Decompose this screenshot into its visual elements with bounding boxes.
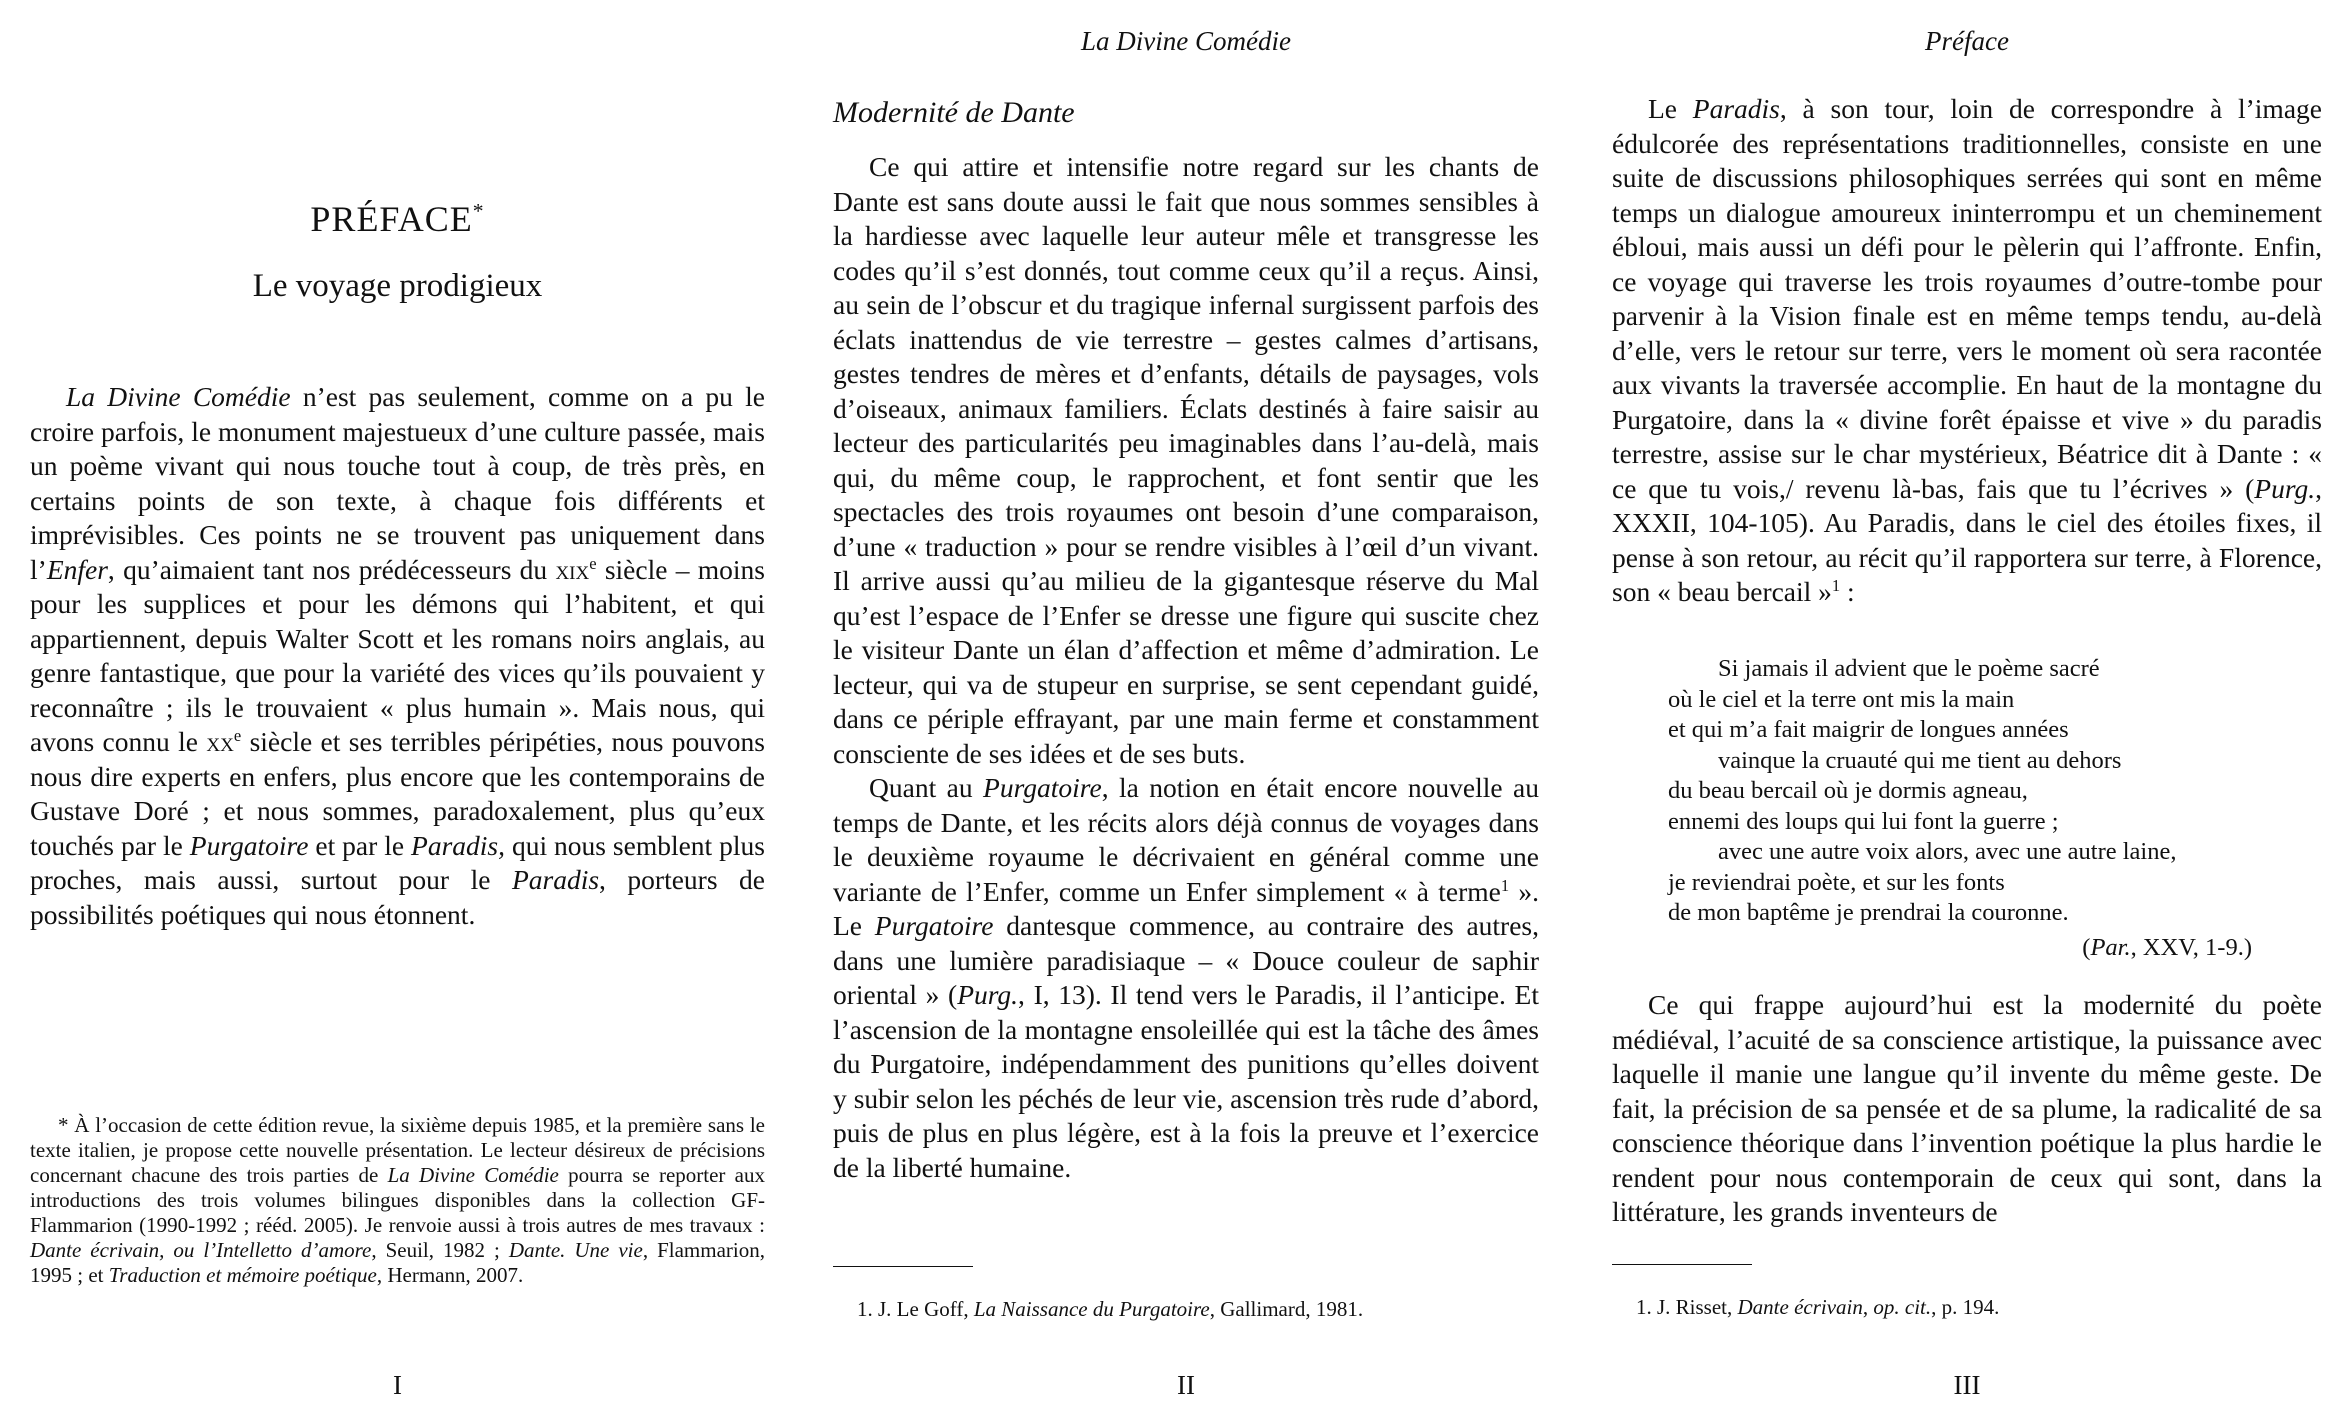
text-run: Quant au	[869, 772, 984, 803]
body-paragraph: Ce qui attire et intensifie notre regard sur les chants de Dante est sans doute aussi le fait que nous sommes sensibles à la hardiesse avec laquelle leur auteur mêle et transgresse les codes qu’il s’est donnés, tout comme ceux qu’il a reçus. Ainsi, au sein de l’obscur et du tragique infernal surgissent parfois des éclats inattendus de vie terrestre – gestes calmes d’artisans, gestes tendres de mères et d’enfants, détails de paysages, vols d’oiseaux, animaux familiers. Éclats destinés à faire saisir au lecteur des particularités peu imaginables dans l’au-delà, mais qui, du même coup, le rapprochent, et font sentir que les spectacles des trois royaumes ont besoin d’une comparaison, d’une « traduction » pour se rendre visibles à l’œil d’un vivant. Il arrive aussi qu’au milieu de la gigantesque réserve du Mal qu’est l’espace de l’Enfer se dresse une figure qui suscite chez le visiteur Dante un élan d’affection et même d’admiration. Le lecteur, qui va de stupeur en surprise, se sent cependant guidé, dans ce périple effrayant, par une main ferme et constamment consciente de ses idées et de ses buts.	[833, 151, 1539, 769]
work-title: Dante écrivain, ou l’Intelletto d’amore	[30, 1238, 372, 1262]
footnote-rule	[833, 1266, 973, 1267]
text-run: , à son tour, loin de correspondre à l’image édulcorée des représentations traditionnelles, consiste en une suite de discussions philosophiques serrées qui sont en même temps un dialogue amoureux ininterrompu et un cheminement ébloui, mais aussi un défi pour le pèlerin qui l’affronte. Enfin, ce voyage qui traverse les trois royaumes d’outre-tombe pour parvenir à la Vision finale est en même temps tendu, au-delà d’elle, vers le retour sur terre, vers le moment où sera racontée aux vivants la traversée accomplie. En haut de la montagne du Purgatoire, dans la « divine forêt épaisse et vive » du paradis terrestre, assise sur le char mystérieux, Béatrice dit à Dante : « ce que tu vois,/ revenu là-bas, fais que tu l’écrives » (	[1612, 93, 2322, 504]
footnote	[1636, 1295, 2322, 1320]
text-run: , p. 194.	[1931, 1295, 2000, 1319]
poem-line: avec une autre voix alors, avec une autre laine,	[1718, 838, 2177, 865]
text-run: , porteurs de possibilités poétiques qui nous étonnent.	[30, 864, 765, 930]
citation-abbr: Purg.	[957, 979, 1019, 1010]
poem-line: de mon baptême je prendrai la couronne.	[1668, 899, 2069, 926]
text-run: , Gallimard, 1981.	[1209, 1297, 1364, 1321]
text-run: siècle – moins pour les supplices et pour les démons qui l’habitent, et qui appartiennent, depuis Walter Scott et les romans noirs anglais, au genre fantastique, que pour la variété des vices qu’ils pouvaient y reconnaître ; ils le trouvaient « plus humain ». Mais nous, qui avons connu le	[30, 553, 765, 757]
title-note-marker: *	[472, 199, 485, 223]
work-title: Paradis,	[411, 829, 505, 861]
text-run: , Hermann, 2007.	[376, 1263, 524, 1287]
work-title: Traduction et mémoire poétique	[108, 1263, 377, 1287]
text-run: , XXV, 1-9.)	[2130, 933, 2252, 961]
text-run: 1. J. Le Goff,	[857, 1297, 974, 1321]
text-run: qui nous semblent plus proches, mais aussi, surtout pour le	[30, 829, 765, 895]
work-title: Enfer	[46, 553, 108, 585]
preface-subtitle: Le voyage prodigieux	[252, 268, 543, 304]
preface-footnote	[30, 1113, 765, 1288]
text-run: , qu’aimaient tant nos prédécesseurs du	[107, 553, 556, 585]
text-run: , XXXII, 104-105). Au Paradis, dans le ciel des étoiles fixes, il pense à son retour, au récit qu’il rapportera sur terre, à Florence, son « beau bercail »	[1612, 472, 2322, 607]
body-paragraph	[833, 771, 1539, 1185]
citation-abbr: op. cit.	[1873, 1295, 1932, 1319]
poem-line: je reviendrai poète, et sur les fonts	[1668, 868, 2005, 896]
section-heading: Modernité de Dante	[833, 96, 1075, 129]
poem-line: Si jamais il advient que le poème sacré	[1718, 655, 2100, 682]
ordinal-suffix: e	[233, 725, 242, 745]
page-two	[833, 0, 1539, 1414]
preface-title-text: PRÉFACE	[310, 199, 473, 239]
text-run: * À l’occasion de cette édition revue, la sixième depuis 1985, et la première sans le texte italien, je propose cette nouvelle présentation. Le lecteur désireux de précisions concernant chacune des trois parties de	[30, 1113, 765, 1187]
poem-reference	[1668, 933, 2322, 964]
work-title: La Divine Comédie	[66, 381, 291, 412]
poem-line: ennemi des loups qui lui font la guerre ;	[1668, 807, 2059, 835]
text-run: (	[2082, 933, 2091, 961]
ordinal-suffix: e	[589, 553, 597, 573]
preface-paragraph	[30, 380, 765, 932]
running-head: La Divine Comédie	[1081, 26, 1291, 56]
text-run: pourra se reporter aux introductions des trois volumes bilingues disponibles dans la collection GF-Flammarion (1990-1992 ; rééd. 2005). Je renvoie aussi à trois autres de mes travaux :	[30, 1163, 765, 1237]
text-run: , Flammarion, 1995 ; et	[30, 1238, 765, 1287]
century-numeral: xix	[555, 553, 590, 585]
text-run: , la notion en était encore nouvelle au temps de Dante, et les récits alors déjà connus de voyages dans le deuxième royaume le décrivaient en général comme une variante de l’Enfer, comme un Enfer simplement « à terme	[833, 772, 1539, 907]
poem-quotation	[1668, 654, 2322, 963]
text-run: 1. J. Risset,	[1636, 1295, 1738, 1319]
work-title: La Divine Comédie	[387, 1163, 559, 1187]
citation-abbr: Purg.	[2254, 472, 2316, 504]
body-paragraph	[1612, 92, 2322, 610]
text-run: dantesque commence, au contraire des autres, dans une lumière paradisiaque – « Douce couleur de saphir oriental » (	[833, 910, 1539, 1010]
work-title: Purgatoire	[189, 829, 309, 861]
text-run: ,	[1862, 1295, 1874, 1319]
work-title: Paradis	[1692, 93, 1780, 124]
running-head: Préface	[1925, 26, 2009, 56]
footnote-rule	[1612, 1264, 1752, 1265]
poem-line: du beau bercail où je dormis agneau,	[1668, 777, 2028, 804]
page-three	[1612, 0, 2322, 1414]
text-run: n’est pas seulement, comme on a pu le croire parfois, le monument majestueux d’une culture passée, mais un poème vivant qui nous touche tout à coup, de très près, en certains points de son texte, à chaque fois différents et imprévisibles. Ces points ne se trouvent pas uniquement dans l’	[30, 381, 765, 585]
text-run: siècle et ses terribles péripéties, nous pouvons nous dire experts en enfers, plus encore que les contemporains de Gustave Doré ; et nous sommes, paradoxalement, plus qu’eux touchés par le	[30, 726, 765, 861]
text-run: et par le	[308, 829, 412, 861]
poem-line: où le ciel et la terre ont mis la main	[1668, 685, 2015, 713]
page-number: II	[1177, 1370, 1195, 1400]
poem-line: vainque la cruauté qui me tient au dehors	[1718, 746, 2122, 774]
preface-title	[30, 198, 765, 240]
work-title: La Naissance du Purgatoire	[973, 1297, 1210, 1321]
footnote-ref: 1	[1831, 575, 1841, 595]
body-paragraph: Ce qui frappe aujourd’hui est la modernité du poète médiéval, l’acuité de sa conscience artistique, la puissance avec laquelle il manie une langue qu’il invente du même geste. De fait, la précision de sa pensée et de sa plume, la radicalité de sa conscience théorique dans l’invention poétique la plus hardie le rendent pour nous contemporain de ceux qui sont, dans la littérature, les grands inventeurs de	[1612, 989, 2322, 1227]
section-body	[833, 150, 1539, 1185]
work-title: Dante écrivain	[1737, 1295, 1863, 1319]
poem-line: et qui m’a fait maigrir de longues années	[1668, 716, 2069, 743]
work-title: Paradis	[511, 864, 600, 895]
page-number: III	[1953, 1370, 1981, 1400]
footnote-ref: 1	[1500, 875, 1510, 895]
text-run: :	[1840, 576, 1855, 607]
footnote	[857, 1297, 1539, 1322]
work-title: Dante. Une vie	[508, 1238, 643, 1262]
work-title: Purgatoire	[874, 910, 994, 941]
citation-abbr: Par.	[2090, 933, 2131, 961]
text-run: ». Le	[833, 875, 1539, 941]
work-title: Purgatoire	[983, 772, 1102, 803]
text-run: , Seuil, 1982 ;	[371, 1238, 509, 1262]
text-run: Le	[1648, 93, 1693, 124]
text-run: , I, 13). Il tend vers le Paradis, il l’anticipe. Et l’ascension de la montagne ensoleillée qui est la tâche des âmes du Purgatoire, indépendamment des punitions qu’elles doivent y subir selon les péchés de leur vie, ascension très rude d’abord, puis de plus en plus légère, est à la fois la preuve et l’exercice de la liberté humaine.	[833, 979, 1539, 1183]
page-one	[30, 0, 765, 1414]
century-numeral: xx	[206, 726, 234, 757]
page-number: I	[393, 1370, 402, 1400]
